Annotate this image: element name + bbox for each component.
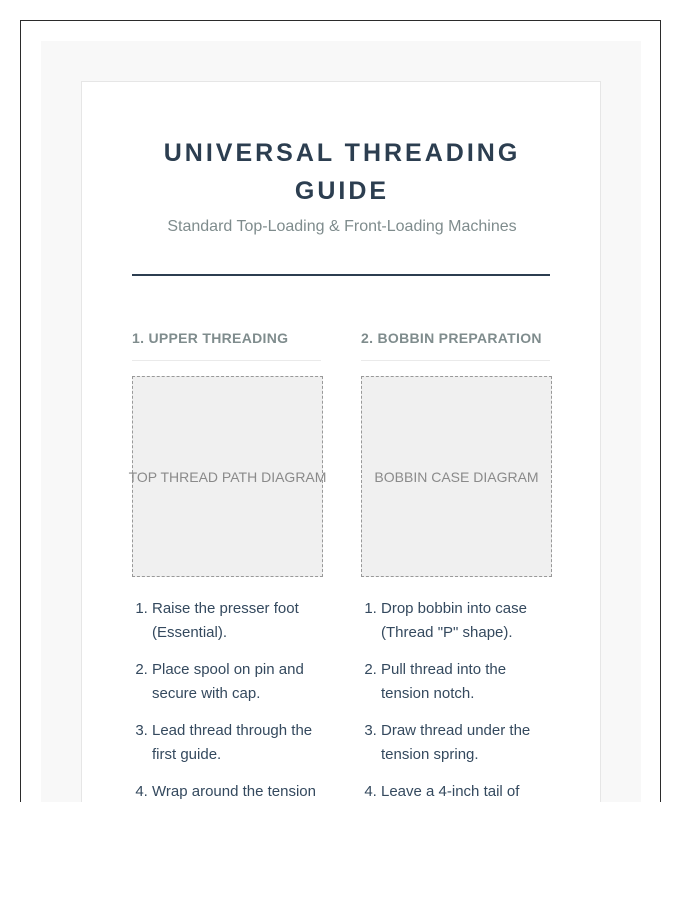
section-upper-threading — [128, 328, 327, 802]
page-backdrop — [41, 41, 641, 802]
step-item: 1. Drop bobbin into case (Thread "P" shape). — [381, 597, 552, 645]
section-bobbin-preparation — [361, 328, 552, 802]
top-thread-path-diagram-placeholder: TOP THREAD PATH DIAGRAM — [132, 376, 323, 577]
step-item: 3. Lead thread through the first guide. — [152, 719, 323, 767]
guide-sheet — [81, 81, 601, 802]
document-viewport — [20, 20, 661, 802]
step-item: 3. Draw thread under the tension spring. — [381, 719, 552, 767]
upper-threading-steps — [132, 597, 323, 802]
step-item: 1. Raise the presser foot (Essential). — [152, 597, 323, 645]
title-divider — [132, 274, 550, 276]
section-heading: 1. UPPER THREADING — [132, 328, 321, 361]
document-title: UNIVERSAL THREADING GUIDE — [163, 139, 521, 205]
step-item: 4. Leave a 4-inch tail of — [381, 780, 552, 802]
step-item: 2. Place spool on pin and secure with cap. — [152, 658, 323, 706]
document-subtitle: Standard Top-Loading & Front-Loading Machines — [167, 218, 517, 235]
section-heading: 2. BOBBIN PREPARATION — [361, 328, 550, 361]
step-item: 2. Pull thread into the tension notch. — [381, 658, 552, 706]
bobbin-preparation-steps — [361, 597, 552, 802]
bobbin-case-diagram-placeholder: BOBBIN CASE DIAGRAM — [361, 376, 552, 577]
step-item: 4. Wrap around the tension — [152, 780, 323, 802]
